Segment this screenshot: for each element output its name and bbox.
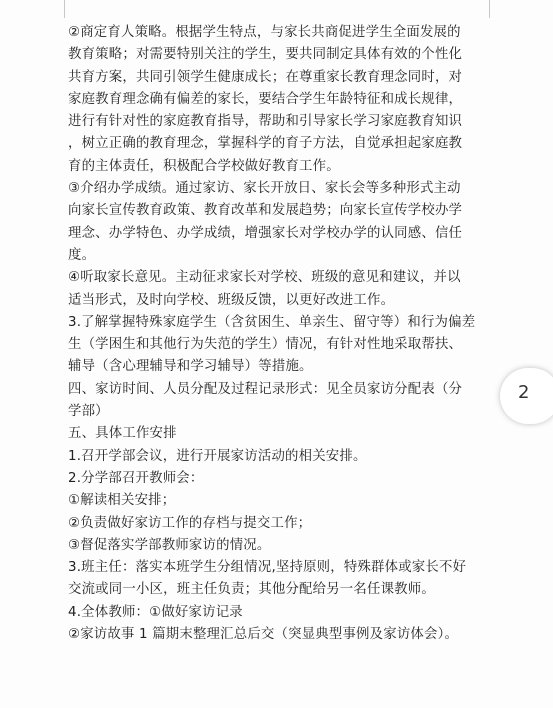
text-line: ④听取家长意见。主动征求家长对学校、班级的意见和建议，并以 xyxy=(68,270,461,286)
text-line: ，树立正确的教育理念，掌握科学的育子方法，自觉承担起家庭教 xyxy=(68,136,463,152)
text-line: ②负责做好家访工作的存档与提交工作； xyxy=(68,515,312,531)
text-line: 辅导（含心理辅导和学习辅导）等措施。 xyxy=(68,359,313,375)
text-line: 4.全体教师：①做好家访记录 xyxy=(68,604,243,620)
text-line: 向家长宣传教育政策、教育改革和发展趋势；向家长宣传学校办学 xyxy=(68,203,463,219)
text-line: ①解读相关安排； xyxy=(68,493,176,509)
text-line: 理念、办学特色、办学成绩，增强家长对学校办学的认同感、信任 xyxy=(68,225,463,241)
text-line: 育的主体责任，积极配合学校做好教育工作。 xyxy=(68,158,340,174)
text-line: 适当形式，及时向学校、班级反馈，以更好改进工作。 xyxy=(68,292,395,308)
text-line: 度。 xyxy=(68,247,96,263)
text-line: ②商定育人策略。根据学生特点，与家长共商促进学生全面发展的 xyxy=(68,25,461,40)
text-line: ③督促落实学部教师家访的情况。 xyxy=(68,537,271,553)
text-line: 交流或同一小区，班主任负责；其他分配给另一名任课教师。 xyxy=(68,582,435,598)
document-body xyxy=(68,22,508,646)
text-line: 3.班主任：落实本班学生分组情况,坚持原则，特殊群体或家长不好 xyxy=(68,560,467,576)
text-line: 共育方案，共同引领学生健康成长；在尊重家长教育理念同时，对 xyxy=(68,69,463,85)
page-number: 2 xyxy=(518,382,530,403)
page-number-badge[interactable] xyxy=(500,368,553,424)
page-corner-mark-right xyxy=(489,0,490,18)
text-line: 教育策略；对需要特别关注的学生，要共同制定具体有效的个性化 xyxy=(68,47,463,63)
text-line: 1.召开学部会议，进行开展家访活动的相关安排。 xyxy=(68,448,367,464)
text-line: 3.了解掌握特殊家庭学生（含贫困生、单亲生、留守等）和行为偏差 xyxy=(68,314,476,330)
text-line: 学部） xyxy=(68,404,109,420)
text-line: 四、家访时间、人员分配及过程记录形式：见全员家访分配表（分 xyxy=(68,381,463,397)
text-line: 2.分学部召开教师会： xyxy=(68,470,204,486)
text-line: 生（学困生和其他行为失范的学生）情况，有针对性地采取帮扶、 xyxy=(68,337,463,353)
page-corner-mark-left xyxy=(64,0,65,18)
text-line: ③介绍办学成绩。通过家访、家长开放日、家长会等多种形式主动 xyxy=(68,181,461,197)
text-line: ②家访故事 1 篇期末整理汇总后交（突显典型事例及家访体会）。 xyxy=(68,627,459,643)
text-line: 进行有针对性的家庭教育指导，帮助和引导家长学习家庭教育知识 xyxy=(68,114,463,130)
text-line: 五、具体工作安排 xyxy=(68,426,177,442)
text-line: 家庭教育理念确有偏差的家长，要结合学生年龄特征和成长规律， xyxy=(68,91,463,107)
